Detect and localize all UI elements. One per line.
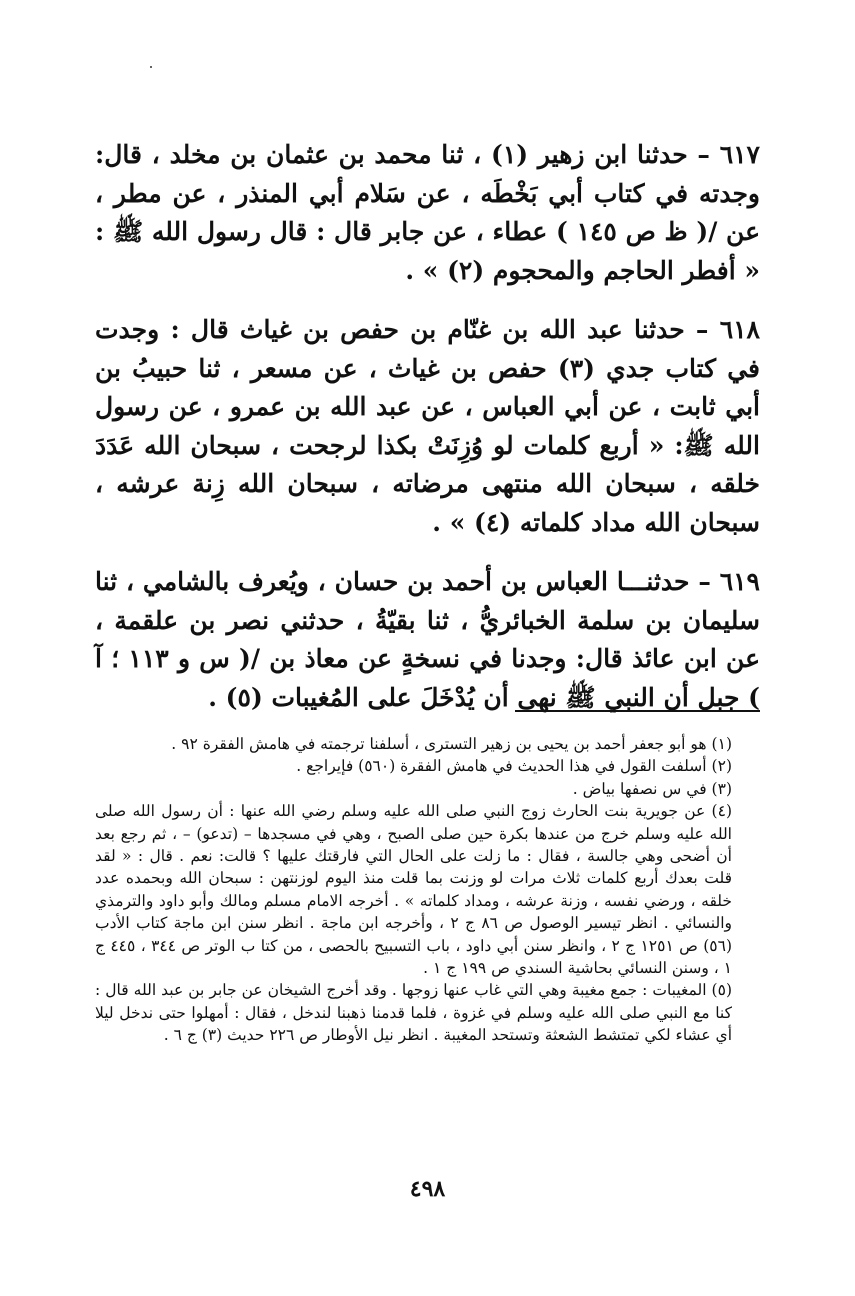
footnote-number: (١) xyxy=(711,735,732,753)
main-text xyxy=(95,136,760,738)
hadith-number: ٦١٨ xyxy=(719,315,760,344)
hadith-number: ٦١٧ xyxy=(719,140,760,169)
footnote-text: هو أبو جعفر أحمد بن يحيى بن زهير التسترى ، أسلفنا ترجمته في هامش الفقرة ٩٢ . xyxy=(171,735,707,753)
footnote xyxy=(95,733,760,755)
hadith-paragraph xyxy=(95,311,760,542)
footnote-number: (٥) xyxy=(711,981,732,1000)
hadith-text: – حدثنـــا العباس بن أحمد بن حسان ، ويُعرف بالشامي ، ثنا سليمان بن سلمة الخبائريُّ ، ثنا بقيّةُ ، حدثني نصر بن علقمة ، عن ابن عائذ قال: وجدنا في نسخةٍ عن معاذ بن /( س و ١١٣ ؛ آ ) جبل أن النبي ﷺ نهى أن يُدْخَلَ على المُغيبات (٥) . xyxy=(95,567,760,712)
footnote xyxy=(95,755,760,777)
footnote-number: (٣) xyxy=(711,779,732,798)
hadith-number: ٦١٩ xyxy=(719,567,760,596)
footnote xyxy=(95,979,760,1046)
footnote-text: في س نصفها بياض . xyxy=(572,779,707,798)
hadith-paragraph xyxy=(95,136,760,290)
hadith-paragraph xyxy=(95,563,760,717)
footnote-separator xyxy=(515,710,760,712)
footnote-text: المغيبات : جمع مغيبة وهي التي غاب عنها زوجها . وقد أخرج الشيخان عن جابر بن عبد الله قال : كنا مع النبي صلى الله عليه وسلم في غزوة ، فلما قدمنا ذهبنا لندخل ، فقال : أمهلوا حتى ندخل ليلا أي عشاء لكي تمتشط الشعثة وتستحد المغيبة . انظر نيل الأوطار ص ٢٢٦ حديث (٣) ج ٦ . xyxy=(95,981,732,1045)
footnote-number: (٤) xyxy=(711,802,732,821)
hadith-text: – حدثنا ابن زهير (١) ، ثنا محمد بن عثمان بن مخلد ، قال: وجدته في كتاب أبي بَخْطَه ، عن سَلام أبي المنذر ، عن مطر ، عن /( ظ ص ١٤٥ ) عطاء ، عن جابر قال : قال رسول الله ﷺ : « أفطر الحاجم والمحجوم (٢) » . xyxy=(95,140,760,285)
footnote xyxy=(95,778,760,800)
page-speck xyxy=(150,66,152,68)
footnotes xyxy=(95,733,760,1047)
page-number: ٤٩٨ xyxy=(409,1176,446,1202)
footnote xyxy=(95,800,760,979)
footnote-text: عن جويرية بنت الحارث زوج النبي صلى الله عليه وسلم رضي الله عنها : أن رسول الله صلى الله عليه وسلم خرج من عندها بكرة حين صلى الصبح ، وهي في مسجدها – (تدعو) – ، ثم رجع بعد أن أضحى وهي جالسة ، فقال : ما زلت على الحال التي فارقتك عليها ؟ قالت: نعم . قال : « لقد قلت بعدك أربع كلمات ثلاث مرات لو وزنت بما قلت منذ اليوم لوزنتهن : سبحان الله وبحمده عدد خلقه ، ورضي نفسه ، وزنة عرشه ، ومداد كلماته » . أخرجه الامام مسلم ومالك وأبو داود والترمذي والنسائي . انظر تيسير الوصول ص ٨٦ ج ٢ ، وأخرجه ابن ماجة . انظر سنن ابن ماجة كتاب الأدب (٥٦) ص ١٢٥١ ج ٢ ، وانظر سنن أبي داود ، باب التسبيح بالحصى ، من كتا ب الوتر ص ٣٤٤ ، ٤٤٥ ج ١ ، وسنن النسائي بحاشية السندي ص ١٩٩ ج ١ . xyxy=(95,802,733,978)
footnote-number: (٢) xyxy=(711,757,732,776)
footnote-text: أسلفت القول في هذا الحديث في هامش الفقرة (٥٦٠) فإيراجع . xyxy=(296,757,707,776)
hadith-text: – حدثنا عبد الله بن غنّام بن حفص بن غياث قال : وجدت في كتاب جدي (٣) حفص بن غياث ، عن مسعر ، ثنا حبيبُ بن أبي ثابت ، عن أبي العباس ، عن عبد الله بن عمرو ، عن رسول الله ﷺ: « أربع كلمات لو وُزِنَتْ بكذا لرجحت ، سبحان الله عَدَدَ خلقه ، سبحان الله منتهى مرضاته ، سبحان الله زِنة عرشه ، سبحان الله مداد كلماته (٤) » . xyxy=(95,315,760,537)
